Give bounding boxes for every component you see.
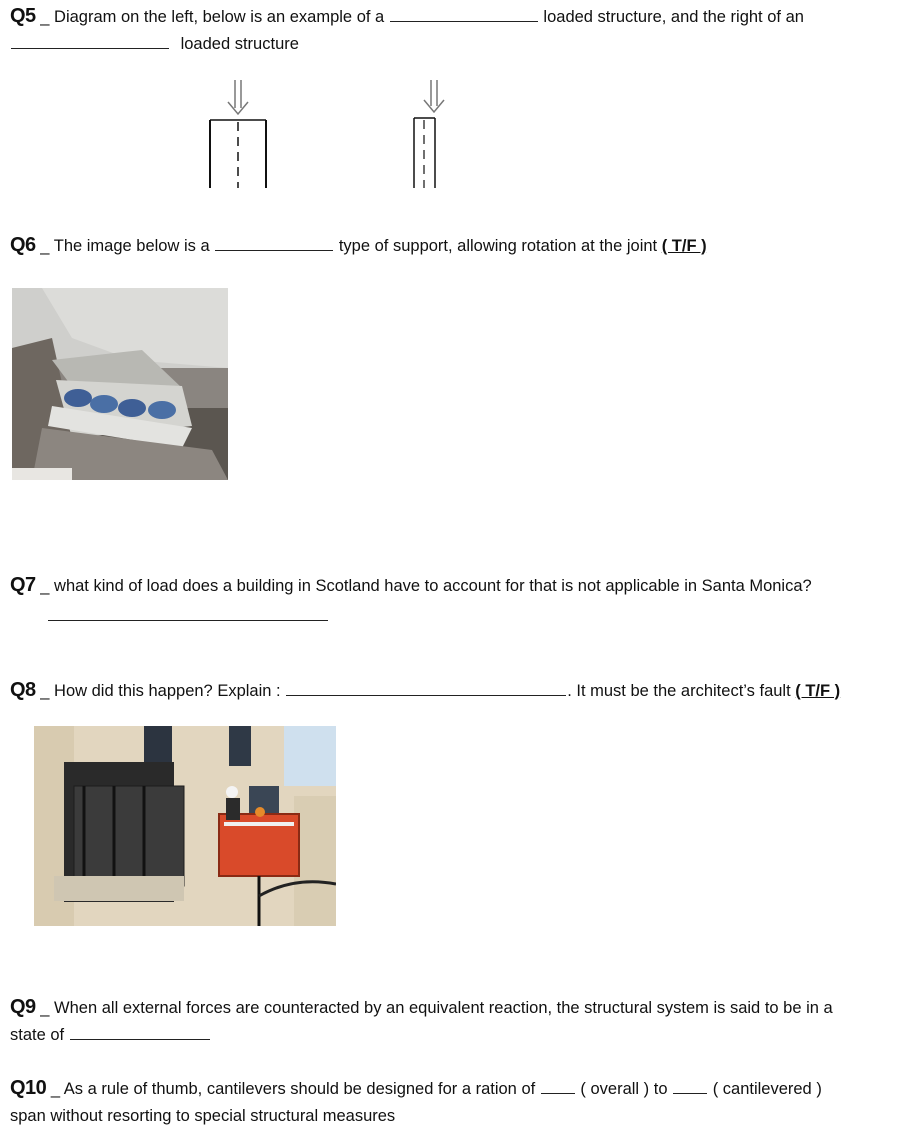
q10-line1 — [10, 1075, 822, 1103]
q5-text-b: loaded structure, and the right of an — [543, 8, 804, 26]
q5-blank-1[interactable] — [390, 4, 538, 22]
q6-line — [10, 232, 707, 260]
q7-text: _ what kind of load does a building in Scotland have to account for that is not applicable in Santa Monica? — [40, 577, 812, 595]
q7-line — [10, 572, 812, 600]
q8-line — [10, 677, 840, 705]
q8-number: Q8 — [10, 679, 36, 701]
eccentric-load-diagram — [385, 76, 475, 188]
q7-number: Q7 — [10, 574, 36, 596]
q10-text-d: span without resorting to special structural measures — [10, 1107, 396, 1125]
q9-blank[interactable] — [70, 1022, 210, 1040]
q5-text-a: _ Diagram on the left, below is an example of a — [40, 8, 385, 26]
bearing-support-photo — [12, 288, 228, 480]
down-arrow-icon — [424, 80, 444, 112]
q6-number: Q6 — [10, 234, 36, 256]
q9-text-b: state of — [10, 1026, 65, 1044]
q10-text-a: _ As a rule of thumb, cantilevers should be designed for a ration of — [50, 1080, 536, 1098]
q9-text-a: _ When all external forces are counteracted by an equivalent reaction, the structural system is said to be in a — [40, 999, 833, 1017]
q5-text-c: loaded structure — [180, 35, 299, 53]
q5-number: Q5 — [10, 5, 36, 27]
q10-text-c: ( cantilevered ) — [712, 1080, 822, 1098]
q9-line1 — [10, 994, 833, 1022]
down-arrow-icon — [228, 80, 248, 114]
q10-blank-cantilevered[interactable] — [673, 1076, 707, 1094]
q6-text-a: _ The image below is a — [40, 237, 210, 255]
q8-true-false[interactable]: ( T/F ) — [795, 682, 841, 700]
q5-line1 — [10, 3, 804, 31]
q10-line2 — [10, 1103, 395, 1130]
q10-text-b: ( overall ) to — [580, 1080, 668, 1098]
q7-answer-line[interactable] — [48, 620, 328, 621]
q8-blank[interactable] — [286, 678, 566, 696]
q8-text-a: _ How did this happen? Explain : — [40, 682, 281, 700]
q10-blank-overall[interactable] — [541, 1076, 575, 1094]
q9-number: Q9 — [10, 996, 36, 1018]
q5-blank-2[interactable] — [11, 31, 169, 49]
q10-number: Q10 — [10, 1077, 47, 1099]
q9-line2 — [10, 1022, 211, 1049]
q6-blank[interactable] — [215, 233, 333, 251]
q6-text-b: type of support, allowing rotation at the joint — [338, 237, 658, 255]
balcony-collapse-photo — [34, 726, 336, 926]
q5-line2 — [10, 31, 299, 58]
q8-text-b: . It must be the architect’s fault — [567, 682, 791, 700]
q6-true-false[interactable]: ( T/F ) — [661, 237, 707, 255]
axial-load-diagram — [195, 76, 285, 188]
